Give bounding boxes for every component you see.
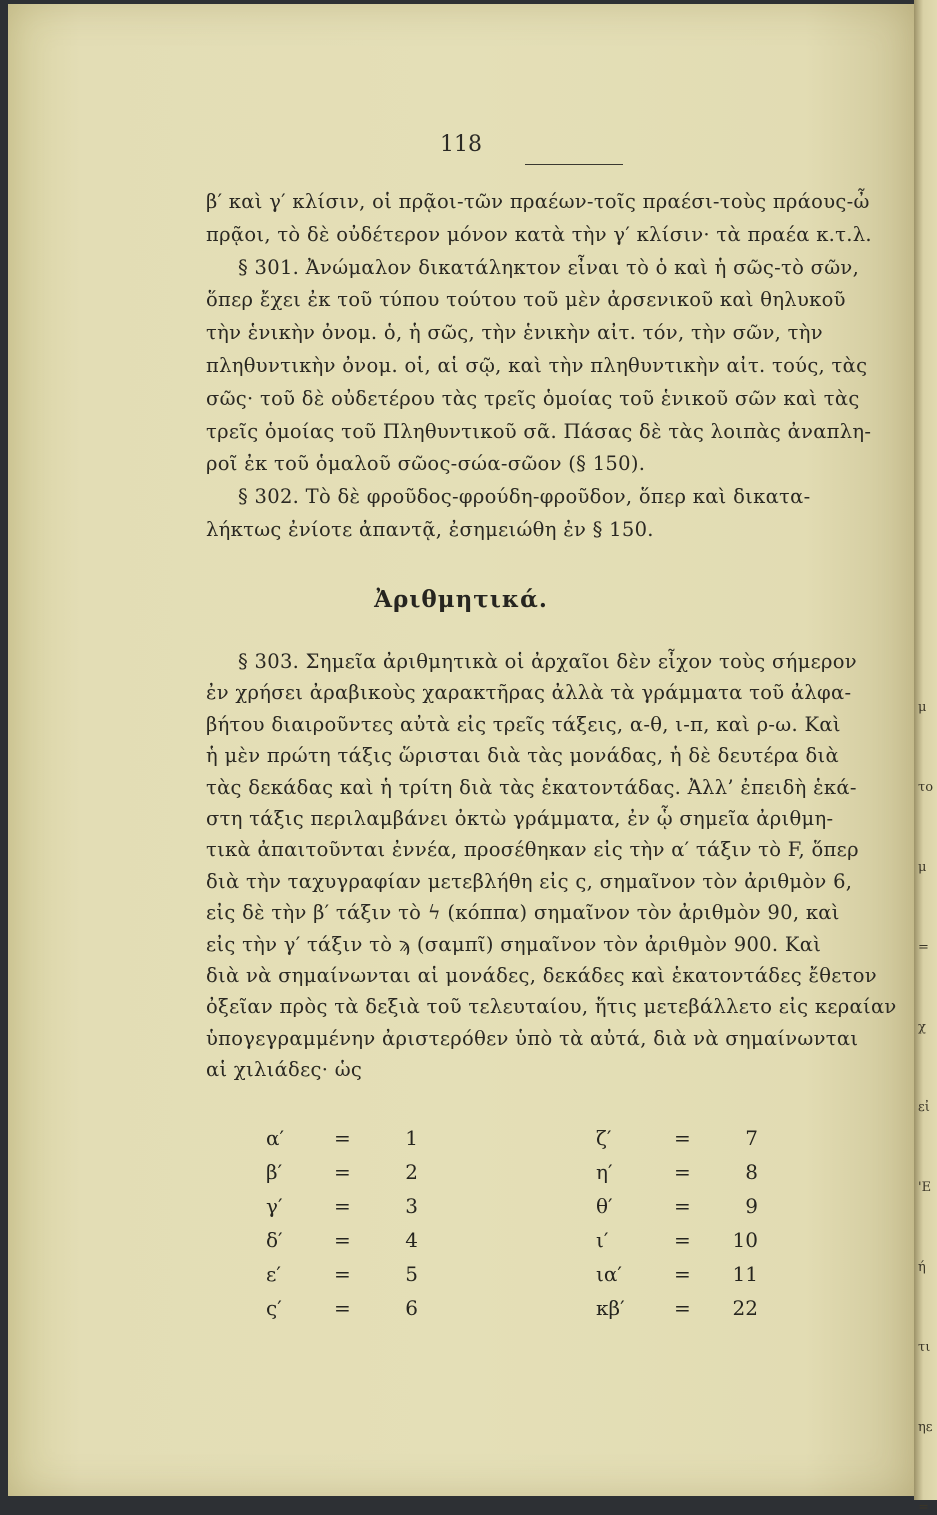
numeral-letter: α′: [266, 1126, 285, 1150]
text-line: ἐν χρήσει ἀραβικοὺς χαρακτῆρας ἀλλὰ τὰ γράμματα τοῦ ἀλφα-: [206, 681, 852, 705]
numeral-value: 22: [732, 1296, 758, 1320]
equals-sign: =: [674, 1194, 691, 1218]
numeral-value: 6: [405, 1296, 418, 1320]
adjacent-page-fragment: μ: [918, 860, 927, 875]
text-line: πληθυντικὴν ὀνομ. οἱ, αἱ σῷ, καὶ τὴν πληθυντικὴν αἰτ. τούς, τὰς: [206, 354, 868, 377]
numeral-value: 4: [405, 1228, 418, 1252]
numeral-letter: ι′: [596, 1228, 609, 1252]
adjacent-page-fragment: =: [918, 940, 929, 955]
text-line: ὑπογεγραμμένην ἀριστερόθεν ὑπὸ τὰ αὐτά, διὰ νὰ σημαίνωνται: [206, 1026, 859, 1050]
equals-sign: =: [674, 1160, 691, 1184]
text-line: § 303. Σημεῖα ἀριθμητικὰ οἱ ἀρχαῖοι δὲν εἶχον τοὺς σήμερον: [238, 650, 857, 673]
equals-sign: =: [674, 1126, 691, 1150]
numeral-value: 10: [732, 1228, 758, 1252]
equals-sign: =: [674, 1228, 691, 1252]
numeral-value: 7: [745, 1126, 758, 1150]
adjacent-page-fragment: τι: [918, 1340, 931, 1355]
text-line: στη τάξις περιλαμβάνει ὀκτὼ γράμματα, ἐν ᾧ σημεῖα ἀριθμη-: [206, 807, 834, 830]
numeral-value: 9: [745, 1194, 758, 1218]
equals-sign: =: [334, 1126, 351, 1150]
numeral-letter: κβ′: [596, 1296, 625, 1320]
numeral-value: 11: [732, 1262, 758, 1286]
text-line: τρεῖς ὁμοίας τοῦ Πληθυντικοῦ σᾶ. Πάσας δὲ τὰς λοιπὰς ἀναπλη-: [206, 419, 872, 443]
adjacent-page-fragment: 'Ε: [918, 1180, 932, 1195]
adjacent-page-fragment: ή: [918, 1260, 926, 1275]
numeral-value: 5: [405, 1262, 418, 1286]
numeral-letter: η′: [596, 1160, 613, 1184]
text-line: διὰ νὰ σημαίνωνται αἱ μονάδες, δεκάδες καὶ ἑκατοντάδες ἔθετον: [206, 964, 877, 987]
numeral-value: 1: [405, 1126, 418, 1150]
adjacent-page-fragment: =: [918, 1500, 929, 1515]
text-line: ἡ μὲν πρώτη τάξις ὥρισται διὰ τὰς μονάδας, ἡ δὲ δευτέρα διὰ: [206, 744, 839, 768]
text-line: πρᾷοι, τὸ δὲ οὐδέτερον μόνον κατὰ τὴν γ′ κλίσιν· τὰ πραέα κ.τ.λ.: [206, 222, 872, 246]
header-rule: [525, 164, 623, 165]
numeral-letter: ια′: [596, 1262, 622, 1286]
text-line: τὰς δεκάδας καὶ ἡ τρίτη διὰ τὰς ἑκατοντάδας. Ἀλλ’ ἐπειδὴ ἑκά-: [206, 775, 857, 799]
equals-sign: =: [334, 1296, 351, 1320]
text-line: ὀξεῖαν πρὸς τὰ δεξιὰ τοῦ τελευταίου, ἥτις μετεβάλλετο εἰς κεραίαν: [206, 995, 897, 1019]
numeral-letter: β′: [266, 1160, 283, 1184]
text-line: αἱ χιλιάδες· ὡς: [206, 1058, 363, 1082]
numeral-letter: ε′: [266, 1262, 281, 1286]
text-line: ροῖ ἐκ τοῦ ὁμαλοῦ σῶος-σώα-σῶον (§ 150).: [206, 452, 646, 476]
text-line: τὴν ἑνικὴν ὀνομ. ὁ, ἡ σῶς, τὴν ἑνικὴν αἰτ. τόν, τὴν σῶν, τὴν: [206, 321, 823, 345]
text-line: εἰς τὴν γ′ τάξιν τὸ ϡ (σαμπῖ) σημαῖνον τὸν ἀριθμὸν 900. Καὶ: [206, 932, 822, 956]
page-number: 118: [440, 132, 482, 157]
numeral-value: 8: [745, 1160, 758, 1184]
adjacent-page-edge: [914, 0, 937, 1515]
numeral-letter: γ′: [266, 1194, 283, 1218]
adjacent-page-fragment: ηε: [918, 1420, 933, 1435]
text-line: τικὰ ἀπαιτοῦνται ἐννέα, προσέθηκαν εἰς τὴν α′ τάξιν τὸ F, ὅπερ: [206, 838, 859, 862]
equals-sign: =: [674, 1296, 691, 1320]
text-line: λήκτως ἐνίοτε ἀπαντᾷ, ἐσημειώθη ἐν § 150.: [206, 518, 654, 541]
book-page: [8, 4, 914, 1496]
numeral-letter: θ′: [596, 1194, 613, 1218]
text-line: βήτου διαιροῦντες αὐτὰ εἰς τρεῖς τάξεις, α-θ, ι-π, καὶ ρ-ω. Καὶ: [206, 712, 841, 736]
text-line: ὅπερ ἔχει ἐκ τοῦ τύπου τούτου τοῦ μὲν ἀρσενικοῦ καὶ θηλυκοῦ: [206, 288, 846, 312]
text-line: διὰ τὴν ταχυγραφίαν μετεβλήθη εἰς ς, σημαῖνον τὸν ἀριθμὸν 6,: [206, 869, 853, 893]
numeral-letter: ς′: [266, 1296, 282, 1320]
text-line: σῶς· τοῦ δὲ οὐδετέρου τὰς τρεῖς ὁμοίας τοῦ ἑνικοῦ σῶν καὶ τὰς: [206, 386, 860, 410]
numeral-value: 2: [405, 1160, 418, 1184]
numeral-value: 3: [405, 1194, 418, 1218]
text-line: β′ καὶ γ′ κλίσιν, οἱ πρᾷοι-τῶν πραέων-τοῖς πραέσι-τοὺς πράους-ὦ: [206, 190, 870, 213]
equals-sign: =: [334, 1194, 351, 1218]
adjacent-page-fragment: μ: [918, 700, 927, 715]
equals-sign: =: [334, 1160, 351, 1184]
text-line: § 302. Τὸ δὲ φροῦδος-φρούδη-φροῦδον, ὅπερ καὶ δικατα-: [238, 485, 811, 509]
text-line: § 301. Ἀνώμαλον δικατάληκτον εἶναι τὸ ὁ καὶ ἡ σῶς-τὸ σῶν,: [238, 255, 860, 279]
equals-sign: =: [674, 1262, 691, 1286]
numeral-letter: ζ′: [596, 1126, 612, 1150]
adjacent-page-fragment: το: [918, 780, 934, 795]
adjacent-page-fragment: χ: [918, 1020, 926, 1035]
equals-sign: =: [334, 1262, 351, 1286]
text-line: εἰς δὲ τὴν β′ τάξιν τὸ ϟ (κόππα) σημαῖνον τὸν ἀριθμὸν 90, καὶ: [206, 901, 840, 925]
numeral-letter: δ′: [266, 1228, 283, 1252]
section-heading: Ἀριθμητικά.: [374, 586, 548, 613]
equals-sign: =: [334, 1228, 351, 1252]
adjacent-page-fragment: εἰ: [918, 1100, 930, 1115]
